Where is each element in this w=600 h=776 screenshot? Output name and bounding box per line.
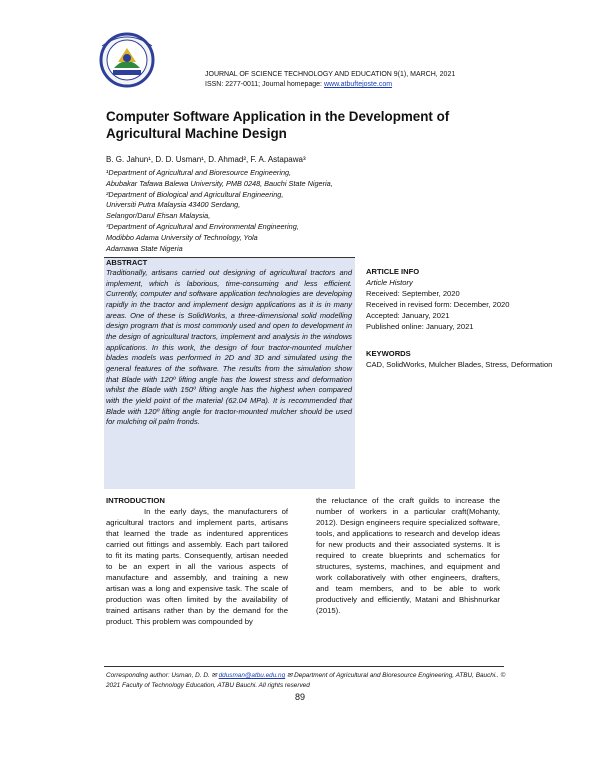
- abstract-text: Traditionally, artisans carried out designing of agricultural tractors and implement, which is laborious, time-consuming and less efficient. Currently, computer and software application technologies are developing rapidly in the tractor and implement design applications as it is in many areas. One of these is SolidWorks, a three-dimensional solid modelling design program that is most commonly used and open to development in the design of agricultural tractors, implement and analysis in the windows applications. In this work, the design of four tractor-mounted mulcher blades models was performed in 2D and 3D and simulated using the general features of the software. The results from the simulation show that Blade with 120º lifting angle has the lowest stress and deformation whilst the Blade with 150º lifting angle has the highest when compared with the yield point of the material (62.04 MPa). It is recommended that Blade with 120º lifting angle for tractor-mounted mulcher should be used for mulching oil palm fronds.: [106, 268, 352, 427]
- affiliations: [106, 168, 333, 254]
- intro-column-2: the reluctance of the craft guilds to increase the number of workers in a particular craft(Mohanty, 2012). Design engineers require specialized software, tools, and applications to research and develop ideas for new products and their associated systems. It is required to create blueprints and schematics for structures, systems, machines, and equipment and work collaboratively with other engineers, drafters, and team members, and to be able to work productively and efficiently, Matani and Bhishnurkar (2015).: [316, 496, 500, 615]
- published-date: Published online: January, 2021: [366, 322, 474, 331]
- keywords-text: CAD, SolidWorks, Mulcher Blades, Stress, Deformation: [366, 360, 553, 369]
- university-logo: [96, 32, 158, 90]
- journal-header: JOURNAL OF SCIENCE TECHNOLOGY AND EDUCATION 9(1), MARCH, 2021: [205, 71, 456, 78]
- footer-suffix: ✉ Department of Agricultural and Bioresource Engineering, ATBU, Bauchi.. © 2021 Faculty of Technology Education, ATBU Bauchi. All rights reserved: [106, 672, 506, 689]
- affiliation-line: Abubakar Tafawa Balewa University, PMB 0248, Bauchi State Nigeria,: [106, 178, 333, 188]
- authors: B. G. Jahun¹, D. D. Usman¹, D. Ahmad², F. A. Astapawa³: [106, 155, 306, 164]
- revised-date: Received in revised form: December, 2020: [366, 300, 510, 309]
- footer-divider: [104, 666, 504, 667]
- accepted-date: Accepted: January, 2021: [366, 311, 450, 320]
- affiliation-line: Modibbo Adama University of Technology, Yola: [106, 232, 258, 242]
- article-info: [366, 266, 556, 332]
- keywords-heading: KEYWORDS: [366, 349, 411, 358]
- affiliation-line: Selangor/Darul Ehsan Malaysia,: [106, 211, 211, 221]
- intro-column-1: [106, 495, 288, 627]
- affiliation-line: ¹Department of Agricultural and Bioresource Engineering,: [106, 168, 292, 177]
- issn-line: [205, 81, 392, 88]
- corresponding-author-note: [106, 671, 506, 691]
- abstract-heading: ABSTRACT: [106, 258, 148, 267]
- article-history: Article History: [366, 278, 413, 287]
- intro-heading: INTRODUCTION: [106, 496, 165, 505]
- paper-title: Computer Software Application in the Development of Agricultural Machine Design: [106, 109, 450, 141]
- affiliation-line: Universiti Putra Malaysia 43400 Serdang,: [106, 200, 241, 210]
- page-number: 89: [294, 692, 305, 702]
- article-info-heading: ARTICLE INFO: [366, 267, 420, 276]
- issn-text: ISSN: 2277-0011; Journal homepage:: [205, 81, 324, 88]
- intro-text-1: In the early days, the manufacturers of agricultural tractors and implement parts, artisans that learned the trade as indentured apprentices carried out fittings and assembly. Each part tailored to fit its mating parts. Consequently, artisan needed to be an expert in all the various aspects of manufacture and assembly, and training a new artisan was a long and expensive task. The scale of production was often limited by the availability of trained artisans rather than by the demand for the product. This problem was compounded by: [106, 507, 288, 626]
- author-email-link[interactable]: ddusman@atbu.edu.ng: [218, 672, 286, 679]
- footer-prefix: Corresponding author: Usman, D. D. ✉: [106, 672, 219, 679]
- affiliation-line: ³Department of Agricultural and Environmental Engineering,: [106, 221, 299, 231]
- affiliation-line: ²Department of Biological and Agricultural Engineering,: [106, 189, 284, 199]
- affiliation-line: Adamawa State Nigeria: [106, 243, 183, 253]
- journal-homepage-link[interactable]: www.atbuftejoste.com: [323, 81, 393, 88]
- received-date: Received: September, 2020: [366, 289, 460, 298]
- keywords: [366, 348, 556, 370]
